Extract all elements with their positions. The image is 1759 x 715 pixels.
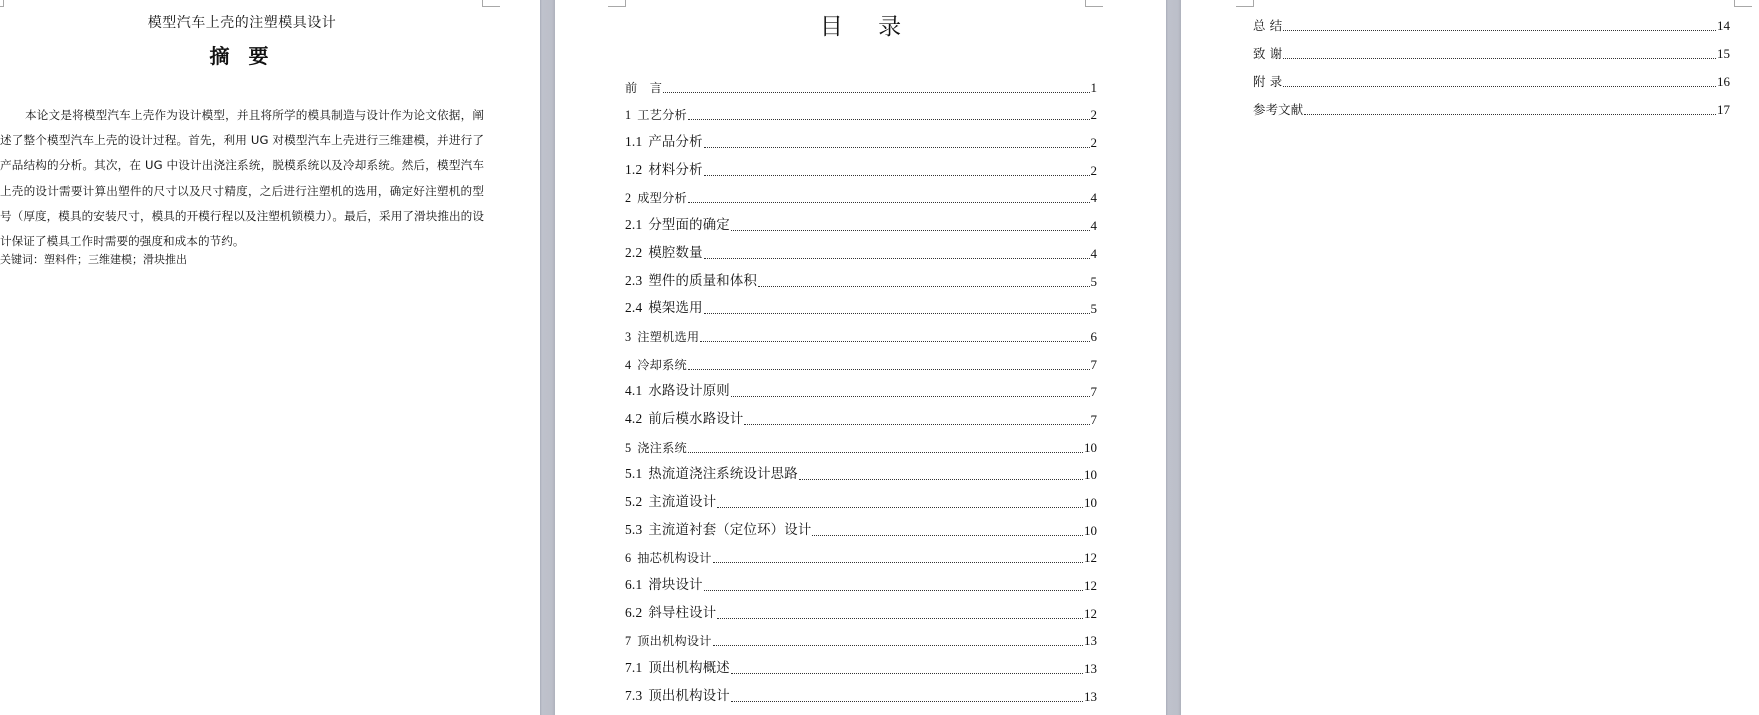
toc-entry-label bbox=[625, 383, 730, 400]
toc-entry[interactable] bbox=[625, 123, 1097, 151]
toc-entry-text: 冷却系统 bbox=[637, 357, 687, 372]
toc-page-number: 1 bbox=[1090, 79, 1097, 95]
toc-entry-label bbox=[625, 522, 811, 539]
page-toc bbox=[555, 0, 1166, 715]
toc-dot-leader bbox=[731, 701, 1083, 702]
toc-page-number: 6 bbox=[1090, 328, 1097, 344]
toc-entry-number: 2.1 bbox=[625, 217, 643, 233]
abstract-heading: 摘 要 bbox=[209, 44, 275, 68]
toc-list bbox=[625, 68, 1097, 705]
toc-entry[interactable] bbox=[625, 96, 1097, 124]
toc-entry[interactable] bbox=[625, 400, 1097, 428]
toc-entry-text: 附 录 bbox=[1253, 74, 1283, 89]
toc-entry-text: 前 言 bbox=[625, 80, 663, 95]
toc-dot-leader bbox=[1283, 30, 1716, 31]
toc-entry[interactable] bbox=[1253, 6, 1730, 34]
toc-dot-leader bbox=[688, 369, 1090, 370]
toc-dot-leader bbox=[731, 396, 1090, 397]
toc-page-number: 2 bbox=[1090, 162, 1097, 178]
toc-entry-number: 5.1 bbox=[625, 466, 643, 482]
toc-entry-label bbox=[625, 440, 687, 456]
toc-entry-label bbox=[1253, 102, 1303, 118]
toc-page-number: 7 bbox=[1090, 356, 1097, 372]
toc-entry-label bbox=[625, 411, 743, 428]
toc-entry-label bbox=[625, 107, 687, 123]
toc-page-number: 2 bbox=[1090, 135, 1097, 151]
document-title: 模型汽车上壳的注塑模具设计 bbox=[147, 15, 337, 31]
toc-entry[interactable] bbox=[625, 345, 1097, 373]
toc-entry[interactable] bbox=[625, 677, 1097, 705]
toc-title: 目 录 bbox=[819, 14, 916, 40]
toc-dot-leader bbox=[700, 341, 1089, 342]
toc-entry-label bbox=[625, 633, 712, 649]
toc-dot-leader bbox=[663, 92, 1089, 93]
toc-entry[interactable] bbox=[625, 511, 1097, 539]
margin-corner-mark bbox=[1236, 0, 1254, 7]
toc-page-number: 17 bbox=[1717, 102, 1730, 117]
toc-entry[interactable] bbox=[625, 428, 1097, 456]
toc-entry[interactable] bbox=[625, 290, 1097, 318]
toc-entry-text: 抽芯机构设计 bbox=[637, 551, 712, 566]
toc-entry-label bbox=[625, 190, 687, 206]
toc-entry-number: 4.2 bbox=[625, 410, 643, 426]
toc-page-number: 10 bbox=[1084, 522, 1097, 538]
toc-dot-leader bbox=[744, 424, 1089, 425]
toc-page-number: 14 bbox=[1717, 18, 1730, 33]
toc-entry-text: 斜导柱设计 bbox=[648, 605, 717, 621]
toc-dot-leader bbox=[704, 147, 1090, 148]
toc-entry-label bbox=[625, 357, 687, 373]
toc-entry-text: 模腔数量 bbox=[648, 245, 703, 261]
toc-dot-leader bbox=[704, 313, 1090, 314]
toc-entry-label bbox=[625, 217, 730, 234]
toc-entry-label bbox=[1253, 18, 1282, 34]
toc-dot-leader bbox=[688, 202, 1090, 203]
toc-entry-number: 2.2 bbox=[625, 244, 643, 260]
toc-page-number: 2 bbox=[1090, 107, 1097, 123]
toc-page-number: 12 bbox=[1084, 578, 1097, 594]
toc-dot-leader bbox=[717, 507, 1083, 508]
toc-page-number: 12 bbox=[1084, 550, 1097, 566]
margin-corner-mark bbox=[1085, 0, 1103, 7]
toc-dot-leader bbox=[713, 645, 1083, 646]
toc-entry-text: 参考文献 bbox=[1253, 102, 1304, 117]
toc-dot-leader bbox=[713, 562, 1083, 563]
toc-entry[interactable] bbox=[625, 594, 1097, 622]
toc-entry-label bbox=[625, 80, 662, 96]
page-toc-continued bbox=[1181, 0, 1759, 715]
toc-page-number: 10 bbox=[1084, 467, 1097, 483]
margin-corner-mark bbox=[482, 0, 500, 7]
toc-entry[interactable] bbox=[625, 179, 1097, 207]
toc-dot-leader bbox=[704, 590, 1083, 591]
page-separator bbox=[540, 0, 555, 715]
toc-entry-number: 4 bbox=[625, 357, 632, 372]
toc-entry-label bbox=[1253, 46, 1282, 62]
toc-entry-label bbox=[1253, 74, 1282, 90]
toc-entry[interactable] bbox=[625, 373, 1097, 401]
toc-entry-label bbox=[625, 494, 716, 511]
toc-dot-leader bbox=[812, 535, 1083, 536]
toc-entry-text: 滑块设计 bbox=[648, 578, 703, 594]
toc-dot-leader bbox=[1304, 114, 1716, 115]
page-separator bbox=[1166, 0, 1181, 715]
toc-page-number: 13 bbox=[1084, 688, 1097, 704]
toc-entry-text: 产品分析 bbox=[648, 135, 703, 151]
toc-page-number: 5 bbox=[1090, 273, 1097, 289]
toc-entry[interactable] bbox=[625, 68, 1097, 96]
toc-entry-label bbox=[625, 660, 730, 677]
toc-page-number: 4 bbox=[1090, 218, 1097, 234]
margin-corner-mark bbox=[0, 0, 4, 7]
toc-page-number: 13 bbox=[1084, 661, 1097, 677]
keywords: 关键词：塑料件；三维建模；滑块推出 bbox=[0, 253, 187, 266]
toc-entry-number: 7.1 bbox=[625, 660, 643, 676]
toc-entry-text: 顶出机构概述 bbox=[648, 661, 730, 677]
toc-entry[interactable] bbox=[1253, 62, 1730, 90]
toc-entry-label bbox=[625, 273, 757, 290]
toc-entry-number: 1.1 bbox=[625, 134, 643, 150]
toc-dot-leader bbox=[1283, 58, 1716, 59]
toc-entry-number: 5.2 bbox=[625, 494, 643, 509]
toc-entry-label bbox=[625, 329, 699, 345]
toc-entry-number: 7 bbox=[625, 634, 632, 649]
toc-entry-label bbox=[625, 466, 798, 483]
toc-entry[interactable] bbox=[625, 539, 1097, 567]
toc-entry-number: 6 bbox=[625, 551, 632, 566]
toc-list bbox=[1253, 6, 1730, 118]
toc-entry-text: 主流道衬套（定位环）设计 bbox=[648, 522, 812, 538]
toc-entry[interactable] bbox=[625, 234, 1097, 262]
toc-entry-text: 主流道设计 bbox=[648, 495, 717, 510]
toc-entry-text: 模架选用 bbox=[648, 301, 703, 317]
toc-page-number: 4 bbox=[1090, 245, 1097, 261]
toc-page-number: 4 bbox=[1090, 190, 1097, 206]
toc-entry-text: 水路设计原则 bbox=[648, 384, 730, 400]
toc-entry[interactable] bbox=[1253, 90, 1730, 118]
toc-dot-leader bbox=[717, 618, 1083, 619]
toc-entry[interactable] bbox=[625, 622, 1097, 650]
toc-entry-text: 注塑机选用 bbox=[637, 329, 700, 344]
toc-entry-number: 2.4 bbox=[625, 300, 643, 316]
toc-entry-number: 6.1 bbox=[625, 577, 643, 593]
toc-entry-text: 前后模水路设计 bbox=[648, 411, 744, 427]
toc-page-number: 10 bbox=[1084, 495, 1097, 510]
toc-entry[interactable] bbox=[1253, 34, 1730, 62]
toc-entry-number: 7.3 bbox=[625, 687, 643, 703]
toc-entry-text: 塑件的质量和体积 bbox=[648, 273, 758, 289]
toc-entry-text: 热流道浇注系统设计思路 bbox=[648, 467, 798, 483]
toc-entry-text: 致 谢 bbox=[1253, 46, 1283, 61]
toc-entry[interactable] bbox=[625, 483, 1097, 511]
toc-entry-number: 3 bbox=[625, 329, 632, 344]
abstract-body: 本论文是将模型汽车上壳作为设计模型，并且将所学的模具制造与设计作为论文依据，阐述了整个模型汽车上壳的设计过程。首先，利用 UG 对模型汽车上壳进行三维建模，并进行了产品结构的分析。其次，在 UG 中设计出浇注系统，脱模系统以及冷却系统。然后，模型汽车上壳的设计需要计算出塑件的尺寸以及尺寸精度，之后进行注塑机的选用，确定好注塑机的型号（厚度，模具的安装尺寸，模具的开模行程以及注塑机锁模力）。最后，采用了滑块推出的设计保证了模具工作时需要的强度和成本的节约。 bbox=[0, 108, 484, 249]
toc-entry-text: 分型面的确定 bbox=[648, 218, 730, 234]
margin-corner-mark bbox=[608, 0, 626, 7]
toc-entry-text: 成型分析 bbox=[637, 191, 687, 206]
toc-entry-number: 5.3 bbox=[625, 521, 643, 537]
toc-entry-label bbox=[625, 577, 703, 594]
toc-entry[interactable] bbox=[625, 566, 1097, 594]
toc-entry-number: 5 bbox=[625, 440, 632, 455]
toc-page-number: 15 bbox=[1717, 46, 1730, 61]
toc-page-number: 7 bbox=[1090, 384, 1097, 400]
toc-entry-number: 1 bbox=[625, 108, 632, 123]
toc-entry-label bbox=[625, 134, 703, 151]
toc-page-number: 13 bbox=[1084, 633, 1097, 649]
toc-dot-leader bbox=[758, 286, 1089, 287]
toc-entry[interactable] bbox=[625, 649, 1097, 677]
toc-entry[interactable] bbox=[625, 317, 1097, 345]
toc-entry-label bbox=[625, 550, 712, 566]
toc-entry-text: 浇注系统 bbox=[637, 440, 687, 455]
page-abstract bbox=[0, 0, 540, 715]
toc-page-number: 7 bbox=[1090, 411, 1097, 427]
toc-dot-leader bbox=[688, 452, 1083, 453]
toc-page-number: 16 bbox=[1717, 74, 1730, 89]
toc-entry[interactable] bbox=[625, 151, 1097, 179]
toc-entry-label bbox=[625, 245, 703, 262]
toc-dot-leader bbox=[1283, 86, 1716, 87]
toc-entry-text: 顶出机构设计 bbox=[637, 634, 712, 649]
toc-entry-label bbox=[625, 605, 716, 622]
margin-corner-mark bbox=[1734, 0, 1752, 7]
toc-entry-text: 总 结 bbox=[1253, 18, 1283, 33]
toc-entry[interactable] bbox=[625, 456, 1097, 484]
toc-dot-leader bbox=[799, 479, 1083, 480]
toc-dot-leader bbox=[704, 258, 1090, 259]
toc-entry-number: 2.3 bbox=[625, 272, 643, 288]
toc-page-number: 12 bbox=[1084, 605, 1097, 621]
toc-page-number: 10 bbox=[1084, 439, 1097, 455]
toc-entry-label bbox=[625, 300, 703, 317]
toc-entry-label bbox=[625, 688, 730, 705]
toc-entry-text: 顶出机构设计 bbox=[648, 688, 730, 704]
toc-entry-number: 6.2 bbox=[625, 604, 643, 620]
toc-entry-number: 1.2 bbox=[625, 161, 643, 177]
toc-entry-number: 2 bbox=[625, 191, 632, 206]
toc-dot-leader bbox=[731, 230, 1090, 231]
toc-dot-leader bbox=[688, 119, 1090, 120]
toc-entry-text: 材料分析 bbox=[648, 162, 703, 178]
toc-entry[interactable] bbox=[625, 262, 1097, 290]
toc-entry-number: 4.1 bbox=[625, 383, 643, 399]
toc-entry[interactable] bbox=[625, 206, 1097, 234]
toc-dot-leader bbox=[704, 175, 1090, 176]
toc-page-number: 5 bbox=[1090, 301, 1097, 317]
toc-dot-leader bbox=[731, 673, 1083, 674]
toc-entry-text: 工艺分析 bbox=[637, 108, 687, 123]
toc-entry-label bbox=[625, 162, 703, 179]
